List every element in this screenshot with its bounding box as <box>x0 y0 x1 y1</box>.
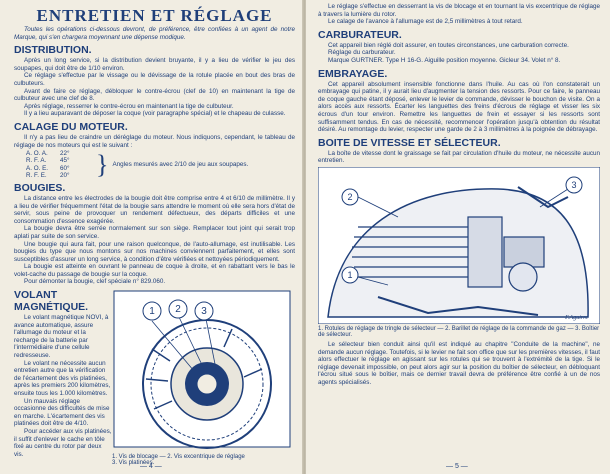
callout-1: 1 <box>149 306 155 318</box>
calage-row: A. O. A. 22° <box>26 150 70 158</box>
flywheel-illustration <box>112 289 292 465</box>
intro-text: Toutes les opérations ci-dessous devront, de préférence, être confiées à un agent de notre Marque, qui s'en chargera moyennant une dépense modique. <box>14 26 295 41</box>
distribution-paragraph: Il y a lieu auparavant de déposer la coque (voir paragraphe spécial) et le chapeau de culasse. <box>24 110 286 118</box>
bougies-heading: BOUGIES. <box>14 181 66 194</box>
brace-symbol: } <box>96 149 109 179</box>
engine-drawing <box>318 167 600 324</box>
carburateur-heading: CARBURATEUR. <box>318 28 402 41</box>
embrayage-paragraph: Cet appareil absolument insensible fonctionne dans l'huile. Au cas où l'on constaterait un embrayage qui patine, il y aurait lieu d'augmenter la tension des ressorts. Pour ce faire, le panneau de coque gauche étant déposé, enlever le levier de commande, dévisser le bouchon de visite. On a alors accès aux ressorts. Écarter les languettes des freins d'écrous de réglage et visser les six écrous d'un tour environ. Remettre les languettes de frein et essayer si les ressorts sont suffisamment tendus. En cas de nécessité, recommencer l'opération jusqu'à obtention du résultat désiré. Au remontage du levier, respecter une garde de 2 à 3 millimètres à la poignée de débrayage. <box>318 80 600 134</box>
calage-intro: Il n'y a pas lieu de craindre un déréglage du moteur. Nous indiquons, cependant, le tableau de réglage de nos moteurs qui est le suivant : <box>14 133 295 149</box>
engine-illustration <box>318 167 600 324</box>
bougies-paragraph: La distance entre les électrodes de la bougie doit être comprise entre 4 et 6/10 de millimètre. Il y a lieu de vérifier fréquemment l'état de la bougie sans attendre le moment où elle sera hors d'état de servir, sous peine de provoquer un rendement défectueux, des départs difficiles et une consommation d'essence exagérée. <box>14 194 295 225</box>
closing-paragraph: Le sélecteur bien conduit ainsi qu'il est indiqué au chapitre "Conduite de la machine", ne demande aucun réglage. Toutefois, si le levier ne fait son office que sur les premières vitesses, il faut alors effectuer le réglage en agissant sur les rotules qui se trouvent à l'extrémité de la tige. Si le réglage devenait impossible, on peut alors agir sur la position du boîtier de sélecteur, en débloquant l'écrou situé sous le boîtier, mais ce dernier travail devra de préférence être confié à un de nos agents spécialisés. <box>318 340 600 386</box>
carburateur-paragraph: Cet appareil bien réglé doit assurer, en toutes circonstances, une carburation correcte. <box>328 41 569 49</box>
top-paragraph: Le calage de l'avance à l'allumage est de 2,5 millimètres à tout retard. <box>328 18 523 26</box>
calage-row: A. O. E. 60° <box>26 164 70 172</box>
flywheel-drawing <box>112 289 292 449</box>
artist-signature: F.Aguirre <box>565 314 588 321</box>
calage-table <box>26 150 295 179</box>
calage-row: R. F. E. 20° <box>26 171 70 179</box>
callout-3: 3 <box>571 179 577 190</box>
bougies-paragraph: Pour démonter la bougie, clef spéciale n° 829.060. <box>24 278 166 286</box>
volant-paragraph: Le volant magnétique NOVI, à avance automatique, assure l'allumage du moteur et la recharge de la batterie par l'intermédiaire d'une cellule redresseuse. <box>14 314 109 360</box>
carburateur-paragraph: Réglage du carburateur. <box>328 49 396 57</box>
right-page <box>306 0 610 474</box>
boite-heading: BOITE DE VITESSE ET SÉLECTEUR. <box>318 136 501 149</box>
calage-row: R. F. A. 45° <box>26 157 70 165</box>
bougies-paragraph: Une bougie qui aura fait, pour une raison quelconque, de l'auto-allumage, est inutilisable. Les bougies du type que nous montons sur nos machines conviennent parfaitement, et elles sont susceptibles d'assurer un long service, à condition d'être vérifiées et nettoyées périodiquement. <box>14 240 295 263</box>
distribution-paragraph: Avant de faire ce réglage, débloquer le contre-écrou (clef de 10) en maintenant la tige de culbuteur avec une clef de 8. <box>14 87 295 103</box>
callout-3: 3 <box>201 306 207 318</box>
top-paragraph: Le réglage s'effectue en desserrant la vis de blocage et en tournant la vis excentrique de réglage à travers la lumière du rotor. <box>318 3 600 18</box>
boite-paragraph: La boîte de vitesse dont le graissage se fait par circulation d'huile du moteur, ne nécessite aucun entretien. <box>318 149 600 165</box>
calage-note: Angles mesurés avec 2/10 de jeu aux soupapes. <box>112 161 249 169</box>
engine-caption: 1. Rotules de réglage de tringle de sélecteur — 2. Barillet de réglage de la commande de gaz — 3. Boîtier de sélecteur. <box>318 325 600 338</box>
left-page <box>0 0 303 474</box>
distribution-paragraph: Après réglage, resserrer le contre-écrou en maintenant la tige de culbuteur. <box>24 102 234 110</box>
volant-paragraph: Le volant ne nécessite aucun entretien autre que la vérification de l'écartement des vis platinées, après les premiers 200 kilomètres, ensuite tous les 1.000 kilomètres. <box>14 359 111 397</box>
volant-paragraph: Pour accéder aux vis platinées, il suffit d'enlever le cache en tôle fixé au centre du rotor par deux vis. <box>14 427 112 458</box>
volant-heading: VOLANT MAGNÉTIQUE. <box>14 289 89 314</box>
calage-heading: CALAGE DU MOTEUR. <box>14 120 128 133</box>
distribution-paragraph: Après un long service, si la distribution devient bruyante, il y a lieu de vérifier le jeu des soupapes, qui doit être de 1/10 environ. <box>14 57 295 72</box>
distribution-paragraph: Ce réglage s'effectue par le vissage ou le dévissage de la rotule placée en bout des bras de culbuteurs. <box>14 72 295 87</box>
volant-section <box>14 289 295 467</box>
callout-1: 1 <box>347 269 353 280</box>
embrayage-heading: EMBRAYAGE. <box>318 67 388 80</box>
page-number-right: — 5 — <box>446 463 468 470</box>
volant-paragraph: Un mauvais réglage occasionne des difficultés de mise en marche. L'écartement des vis platinées doit être de 4/10. <box>14 397 110 428</box>
page-title: ENTRETIEN ET RÉGLAGE <box>36 6 273 25</box>
page-number-left: — 4 — <box>140 463 162 470</box>
distribution-heading: DISTRIBUTION. <box>14 44 92 57</box>
carburateur-paragraph: Marque GURTNER. Type H 16-G. Aiguille position moyenne. Gicleur 34. Volet n° 8. <box>328 56 561 64</box>
callout-2: 2 <box>175 304 181 316</box>
callout-2: 2 <box>347 191 353 202</box>
flywheel-caption: 1. Vis de blocage — 2. Vis excentrique de réglage 3. Vis platinées. <box>112 454 245 467</box>
bougies-paragraph: La bougie devra être serrée normalement sur son siège. Remplacer tout joint qui serait trop aplati par suite de son service. <box>14 225 295 240</box>
bougies-paragraph: La bougie est atteinte en ouvrant le panneau de coque à droite, et en rabattant vers le bas le volet-cache du passage de bougie sur la coque. <box>14 263 295 278</box>
